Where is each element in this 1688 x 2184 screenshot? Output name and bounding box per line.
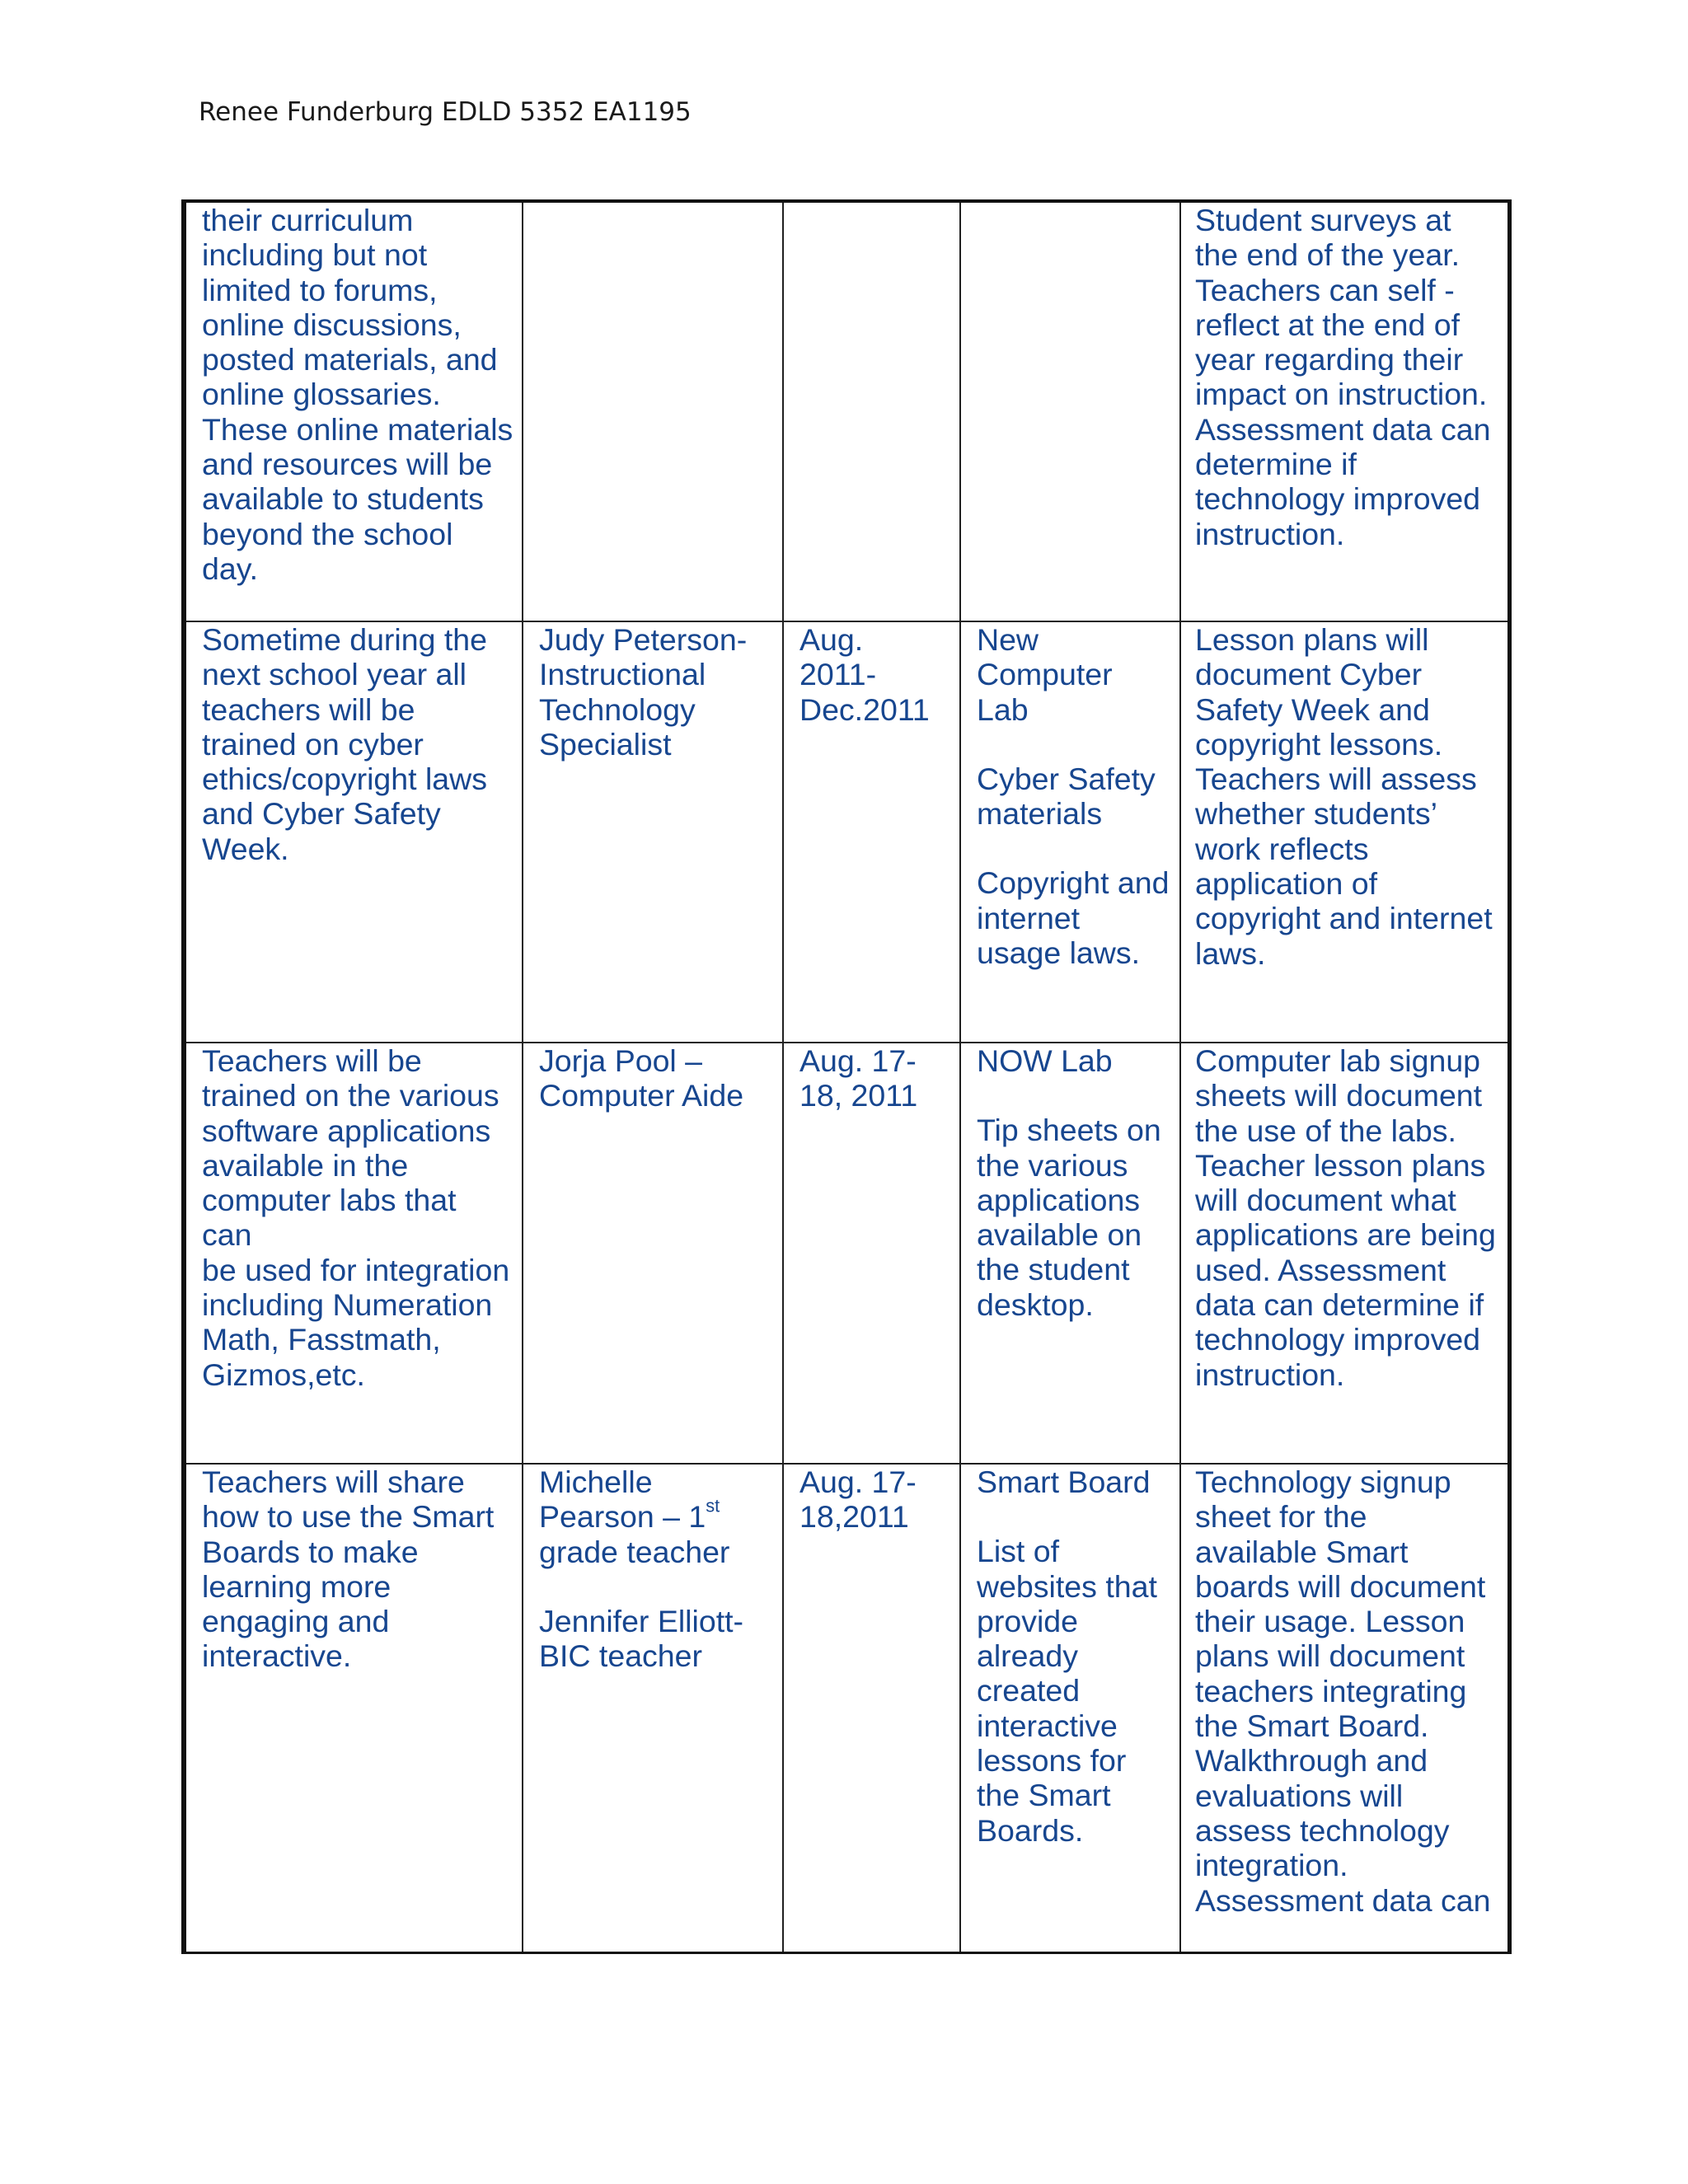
evaluation-cell — [1180, 1043, 1509, 1464]
evaluation-text: Computer lab signup sheets will document the use of the labs. Teacher lesson plans will document what applications are being used. Assessment data can determine if technology improved instruction. — [1195, 1043, 1496, 1392]
strategy-text: Teachers will be trained on the various software applications available in the computer labs that can be used for integration including Numeration Math, Fasstmath, Gizmos,etc. — [202, 1043, 510, 1392]
evaluation-cell — [1180, 621, 1509, 1043]
evaluation-text: Student surveys at the end of the year. Teachers can self - reflect at the end of year regarding their impact on instruction. Assessment data can determine if technology improved instruction. — [1195, 203, 1491, 551]
person-cell — [523, 201, 783, 621]
timeline-cell — [783, 1043, 960, 1464]
page-header: Renee Funderburg EDLD 5352 EA1195 — [199, 97, 692, 127]
strategy-cell — [184, 201, 523, 621]
strategy-text: Teachers will share how to use the Smart Boards to make learning more engaging and interactive. — [202, 1465, 495, 1674]
timeline-cell — [783, 621, 960, 1043]
strategy-text: Sometime during the next school year all teachers will be trained on cyber ethics/copyright laws and Cyber Safety Week. — [202, 622, 488, 866]
person-role: grade teacher — [539, 1534, 730, 1569]
timeline-cell — [783, 1464, 960, 1952]
person-text: Jorja Pool – Computer Aide — [539, 1043, 744, 1113]
evaluation-text: Technology signup sheet for the available Smart boards will document their usage. Lesson plans will document teachers integrating the Smart Board. Walkthrough and evaluations will assess technology integration. Assessment data can — [1195, 1465, 1491, 1918]
resource-item: New Computer Lab — [977, 622, 1113, 727]
resources-cell — [960, 1043, 1180, 1464]
person-cell — [523, 1043, 783, 1464]
resources-cell — [960, 201, 1180, 621]
resources-cell — [960, 621, 1180, 1043]
timeline-text: Aug. 17- 18, 2011 — [799, 1043, 918, 1113]
table-row — [184, 1043, 1509, 1464]
person-cell — [523, 1464, 783, 1952]
timeline-cell — [783, 201, 960, 621]
resource-item: Cyber Safety materials — [977, 761, 1156, 832]
person-text: Judy Peterson- Instructional Technology Specialist — [539, 622, 748, 762]
timeline-text: Aug. 17- 18,2011 — [799, 1465, 917, 1535]
table-row — [184, 1464, 1509, 1952]
strategy-cell — [184, 1043, 523, 1464]
resource-item: List of websites that provide already created interactive lessons for the Smart Boards. — [977, 1534, 1157, 1848]
resource-item: Smart Board — [977, 1465, 1151, 1499]
person-text: Jennifer Elliott- BIC teacher — [539, 1603, 744, 1674]
strategy-cell — [184, 1464, 523, 1952]
person-cell — [523, 621, 783, 1043]
table-row — [184, 201, 1509, 621]
ordinal-suffix: st — [706, 1495, 720, 1516]
person-name: Michelle Pearson – 1 — [539, 1465, 706, 1535]
evaluation-text: Lesson plans will document Cyber Safety Week and copyright lessons. Teachers will assess whether students’ work reflects application of copyright and internet laws. — [1195, 622, 1493, 971]
resource-item: Tip sheets on the various applications available on the student desktop. — [977, 1113, 1161, 1322]
evaluation-cell — [1180, 1464, 1509, 1952]
resource-item: Copyright and internet usage laws. — [977, 865, 1170, 971]
resources-cell — [960, 1464, 1180, 1952]
table-row — [184, 621, 1509, 1043]
strategy-cell — [184, 621, 523, 1043]
timeline-text: Aug. 2011- Dec.2011 — [799, 622, 930, 727]
person-text — [539, 1465, 774, 1569]
resource-item: NOW Lab — [977, 1043, 1113, 1078]
strategy-text: their curriculum including but not limited to forums, online discussions, posted materials, and online glossaries. These online materials and resources will be available to students beyond the school day. — [202, 203, 513, 586]
evaluation-cell — [1180, 201, 1509, 621]
action-plan-table — [181, 199, 1512, 1954]
